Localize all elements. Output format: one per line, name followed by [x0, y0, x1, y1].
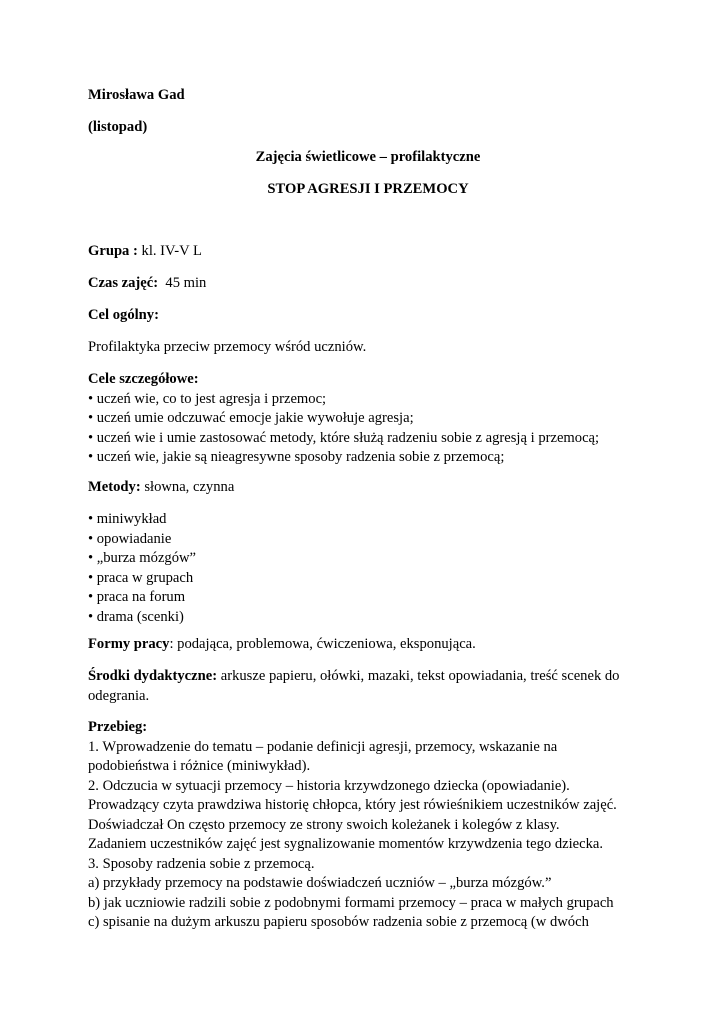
przebieg-line: c) spisanie na dużym arkuszu papieru sposobów radzenia sobie z przemocą (w dwóch [88, 914, 589, 930]
przebieg-line: podobieństwa i różnice (miniwykład). [88, 758, 311, 774]
przebieg-line: Zadaniem uczestników zajęć jest sygnalizowanie momentów krzywdzenia tego dziecka. [88, 836, 604, 852]
list-item: • opowiadanie [88, 530, 172, 547]
przebieg-label: Przebieg: [88, 719, 148, 735]
list-item: • praca na forum [88, 589, 186, 605]
grupa-value: kl. IV-V L [137, 243, 202, 259]
list-item: • drama (scenki) [88, 608, 184, 625]
document-subtitle: Zajęcia świetlicowe – profilaktyczne [255, 149, 481, 165]
czas-label: Czas zajęć: [88, 275, 159, 291]
formy-row [88, 635, 476, 655]
cel-ogolny-text: Profilaktyka przeciw przemocy wśród uczniów. [88, 339, 367, 355]
srodki-row [88, 667, 619, 687]
list-item: • uczeń wie i umie zastosować metody, które służą radzeniu sobie z agresją i przemocą; [88, 429, 600, 446]
przebieg-section [88, 718, 617, 933]
metody-list [88, 510, 196, 627]
srodki-section [88, 667, 619, 706]
cel-ogolny-label: Cel ogólny: [88, 307, 159, 323]
cele-szczegolowe-section [88, 370, 599, 468]
list-item: • uczeń umie odczuwać emocje jakie wywołuje agresja; [88, 410, 414, 426]
formy-value: : podająca, problemowa, ćwiczeniowa, eksponująca. [169, 636, 476, 652]
metody-row [88, 478, 234, 498]
przebieg-line: b) jak uczniowie radzili sobie z podobnymi formami przemocy – praca w małych grupach [88, 894, 614, 911]
czas-row [88, 274, 206, 294]
przebieg-line: Doświadczał On często przemocy ze strony swoich koleżanek i kolegów z klasy. [88, 816, 560, 833]
author-name: Mirosława Gad [88, 87, 185, 103]
srodki-continuation: odegrania. [88, 687, 150, 704]
list-item: • miniwykład [88, 511, 167, 527]
srodki-label: Środki dydaktyczne: [88, 668, 218, 684]
formy-label: Formy pracy [88, 636, 170, 652]
przebieg-line: Prowadzący czyta prawdziwa historię chłopca, który jest rówieśnikiem uczestników zajęć. [88, 797, 617, 813]
list-item: • uczeń wie, co to jest agresja i przemoc; [88, 390, 327, 407]
grupa-row [88, 242, 202, 262]
metody-label: Metody: [88, 479, 141, 495]
metody-value: słowna, czynna [140, 479, 235, 495]
list-item: • uczeń wie, jakie są nieagresywne sposoby radzenia sobie z przemocą; [88, 449, 505, 465]
grupa-label: Grupa : [88, 243, 138, 259]
list-item: • „burza mózgów” [88, 550, 197, 566]
srodki-value: arkusze papieru, ołówki, mazaki, tekst opowiadania, treść scenek do [217, 668, 620, 684]
cele-szczegolowe-label: Cele szczegółowe: [88, 371, 199, 387]
document-title: STOP AGRESJI I PRZEMOCY [267, 181, 469, 197]
czas-value: 45 min [158, 275, 207, 291]
przebieg-line: 2. Odczucia w sytuacji przemocy – historia krzywdzonego dziecka (opowiadanie). [88, 777, 570, 794]
list-item: • praca w grupach [88, 569, 194, 586]
przebieg-line: 1. Wprowadzenie do tematu – podanie definicji agresji, przemocy, wskazanie na [88, 738, 558, 755]
przebieg-line: a) przykłady przemocy na podstawie doświadczeń uczniów – „burza mózgów.” [88, 875, 552, 891]
month-label: (listopad) [88, 119, 148, 135]
przebieg-line: 3. Sposoby radzenia sobie z przemocą. [88, 855, 315, 872]
